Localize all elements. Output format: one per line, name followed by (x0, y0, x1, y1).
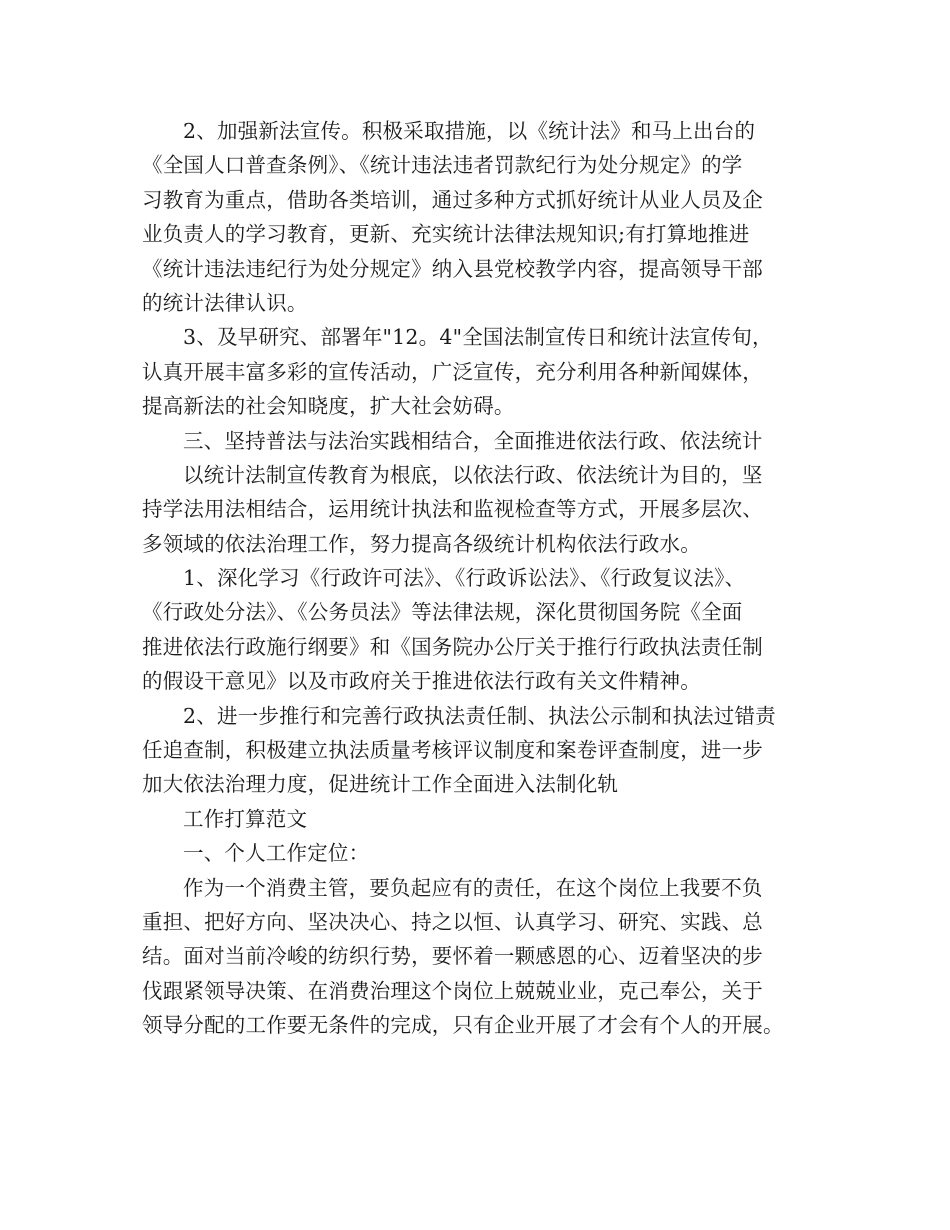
text-line: 业负责人的学习教育，更新、充实统计法律法规知识;有打算地推进 (142, 222, 750, 247)
text-line: 一、个人工作定位： (183, 841, 370, 866)
text-line: 3、及早研究、部署年"12。4"全国法制宣传日和统计法宣传旬， (183, 325, 773, 350)
text-line: 任追查制，积极建立执法质量考核评议制度和案卷评查制度，进一步 (142, 738, 763, 763)
text-line: 加大依法治理力度，促进统计工作全面进入法制化轨 (142, 772, 619, 797)
text-line: 《统计违法违纪行为处分规定》纳入县党校教学内容，提高领导干部 (142, 256, 763, 281)
text-line: 提高新法的社会知晓度，扩大社会妨碍。 (142, 394, 515, 419)
text-line: 的统计法律认识。 (142, 290, 308, 315)
text-line: 2、进一步推行和完善行政执法责任制、执法公示制和执法过错责 (183, 703, 776, 728)
text-line: 2、加强新法宣传。积极采取措施，以《统计法》和马上出台的 (183, 119, 756, 143)
text-line: 持学法用法相结合，运用统计执法和监视检查等方式，开展多层次、 (142, 497, 763, 522)
text-line: 以统计法制宣传教育为根底，以依法行政、依法统计为目的，坚 (183, 462, 763, 487)
document-body (142, 114, 822, 1043)
text-line: 领导分配的工作要无条件的完成，只有企业开展了才会有个人的开展。 (142, 1013, 784, 1038)
text-line: 多领域的依法治理工作，努力提高各级统计机构依法行政水。 (142, 531, 701, 556)
text-line: 工作打算范文 (183, 806, 308, 831)
text-line: 的假设干意见》以及市政府关于推进依法行政有关文件精神。 (142, 669, 701, 694)
text-line: 三、坚持普法与法治实践相结合，全面推进依法行政、依法统计 (183, 428, 763, 453)
text-line: 1、深化学习《行政许可法》、《行政诉讼法》、《行政复议法》、 (183, 566, 746, 591)
text-line: 重担、把好方向、坚决决心、持之以恒、认真学习、研究、实践、总 (142, 909, 763, 934)
text-line: 作为一个消费主管，要负起应有的责任，在这个岗位上我要不负 (183, 875, 763, 900)
text-line: 结。面对当前冷峻的纺织行势，要怀着一颗感恩的心、迈着坚决的步 (142, 944, 763, 969)
text-line: 《全国人口普查条例》、《统计违法违者罚款纪行为处分规定》的学 (142, 153, 743, 178)
text-line: 伐跟紧领导决策、在消费治理这个岗位上兢兢业业，克己奉公，关于 (142, 978, 763, 1003)
text-line: 习教育为重点，借助各类培训，通过多种方式抓好统计从业人员及企 (142, 187, 763, 212)
text-line: 认真开展丰富多彩的宣传活动，广泛宣传，充分利用各种新闻媒体， (142, 359, 763, 384)
text-line: 推进依法行政施行纲要》和《国务院办公厅关于推行行政执法责任制 (142, 634, 763, 659)
text-line: 《行政处分法》、《公务员法》等法律法规，深化贯彻国务院《全面 (142, 600, 743, 625)
